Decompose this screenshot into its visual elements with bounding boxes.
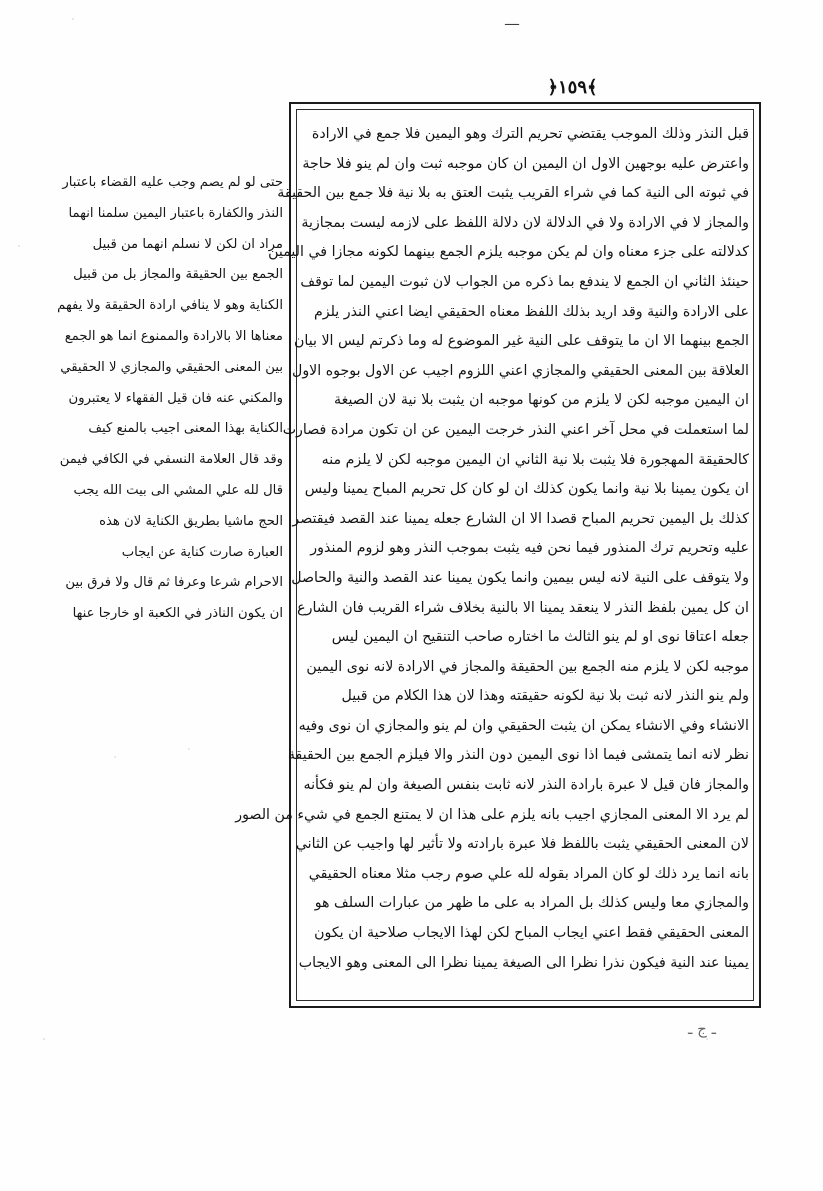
main-text-line: يمينا عند النية فيكون نذرا نظرا الى الصيغة يمينا نظرا الى المعنى وهو الايجاب xyxy=(298,954,749,971)
margin-text-line: والمكني عنه فان قيل الفقهاء لا يعتبرون xyxy=(68,390,283,406)
main-text-line: كذلك بل اليمين تحريم المباح قصدا الا ان الشارع جعله يمينا عند القصد فيقتصر xyxy=(292,510,749,527)
main-text-line: عليه وتحريم ترك المنذور فيما نحن فيه يثبت بموجب النذر وهو لزوم المنذور xyxy=(310,540,749,557)
margin-text-line: النذر والكفارة باعتبار اليمين سلمنا انهما xyxy=(68,205,283,221)
paper-speckle xyxy=(18,245,20,247)
main-text-line: لم يرد الا المعنى المجازي اجيب بانه يلزم على هذا ان لا يمتنع الجمع في شيء من الصور xyxy=(235,806,749,823)
margin-commentary xyxy=(7,168,283,648)
main-text-line: موجبه لكن لا يلزم منه الجمع بين الحقيقة والمجاز في الارادة لانه نوى اليمين xyxy=(306,658,749,675)
margin-text-line: قال لله علي المشي الى بيت الله يجب xyxy=(73,482,283,498)
main-text-line: العلاقة بين المعنى الحقيقي والمجازي اعني اللزوم اجيب عن الاول بوجوه الاول xyxy=(292,362,749,379)
margin-text-line: وقد قال العلامة النسفي في الكافي فيمن xyxy=(59,452,283,468)
main-text-block xyxy=(235,120,749,1000)
paper-speckle xyxy=(72,18,74,20)
main-text-line: ان اليمين موجبه لكن لا يلزم من كونها موجبه ان يثبت بلا نية لان الصيغة xyxy=(334,392,749,409)
paper-speckle xyxy=(188,748,190,750)
top-stamp-mark: ــــ xyxy=(505,14,520,28)
main-text-line: نظر لانه انما يتمشى فيما اذا نوى اليمين دون النذر والا فيلزم الجمع بين الحقيقة xyxy=(287,747,749,764)
margin-text-line: الكناية وهو لا ينافي ارادة الحقيقة ولا يفهم xyxy=(57,298,283,314)
main-text-line: ان يكون يمينا بلا نية وانما يكون كذلك ان لو كان كل تحريم المباح يمينا وليس xyxy=(304,481,749,498)
main-text-line: ان كل يمين بلفظ النذر لا ينعقد يمينا الا بالنية بخلاف شراء القريب فان الشارع xyxy=(297,599,749,616)
main-text-line: الانشاء وفي الانشاء يمكن ان يثبت الحقيقي وان لم ينو والمجازي ان نوى وفيه xyxy=(298,717,749,734)
margin-text-line: العبارة صارت كناية عن ايجاب xyxy=(121,544,283,560)
main-text-line: كدلالته على جزء معناه وان لم يكن موجبه يلزم الجمع بينهما لكونه مجازا في اليمين xyxy=(268,244,749,261)
main-text-line: ولا يتوقف على النية لانه ليس بيمين وانما يكون يمينا عند القصد والنية والحاصل xyxy=(291,569,749,586)
paper-speckle xyxy=(114,756,116,758)
page-number-wrap xyxy=(525,72,620,102)
main-text-line: على الارادة والنية وقد اريد بذلك اللفظ معناه الحقيقي ايضا اعني النذر يلزم xyxy=(313,303,749,320)
main-text-line: والمجاز فان قيل لا عبرة بارادة النذر لانه ثابت بنفس الصيغة وان لم ينو فكأنه xyxy=(303,777,749,794)
paper-speckle xyxy=(43,1038,45,1040)
main-text-line: جعله اعتاقا نوى او لم ينو الثالث ما اختاره صاحب التنقيح ان اليمين ليس xyxy=(331,629,749,646)
main-text-line: قبل النذر وذلك الموجب يقتضي تحريم الترك وهو اليمين فلا جمع في الارادة xyxy=(311,126,749,142)
margin-text-line: الجمع بين الحقيقة والمجاز بل من قبيل xyxy=(73,267,283,283)
main-text-line: ولم ينو النذر لانه ثبت بلا نية لكونه حقيقته وهذا لان هذا الكلام من قبيل xyxy=(341,688,749,705)
main-text-line: واعترض عليه بوجهين الاول ان اليمين ان كان موجبه ثبت وان لم ينو فلا حاجة xyxy=(302,155,749,172)
margin-text-line: معناها الا بالارادة والممنوع انما هو الجمع xyxy=(64,328,283,344)
margin-text-line: الاحرام شرعا وعرفا ثم قال ولا فرق بين xyxy=(65,575,283,591)
bottom-catchword-mark: ـ ج ـ xyxy=(688,1020,717,1038)
main-text-line: والمجاز لا في الارادة ولا في الدلالة لان دلالة اللفظ على لازمه ليست بمجازية xyxy=(301,214,749,231)
margin-text-line: الكناية بهذا المعنى اجيب بالمنع كيف xyxy=(88,421,283,437)
main-text-line: كالحقيقة المهجورة فلا يثبت بلا نية الثاني ان اليمين موجبه لكن لا يلزم منه xyxy=(321,451,749,468)
main-text-line: لان المعنى الحقيقي يثبت باللفظ فلا عبرة بارادته ولا تأثير لها واجيب عن الثاني xyxy=(295,836,749,853)
main-text-line: لما استعملت في محل آخر اعني النذر خرجت اليمين عن ان تكون مرادة فصارت xyxy=(282,421,749,438)
margin-text-line: الحج ماشيا بطريق الكناية لان هذه xyxy=(99,513,283,529)
main-text-line: المعنى الحقيقي فقط اعني ايجاب المباح لكن لهذا الايجاب صلاحية ان يكون xyxy=(314,925,749,942)
main-text-line: والمجازي معا وليس كذلك بل المراد به على ما ظهر من عبارات السلف هو xyxy=(314,895,749,912)
margin-text-line: حتى لو لم يصم وجب عليه القضاء باعتبار xyxy=(62,175,283,190)
paper-speckle xyxy=(706,1038,708,1040)
main-text-line: بانه انما يرد ذلك لو كان المراد بقوله لله علي صوم رجب مثلا معناه الحقيقي xyxy=(308,865,749,882)
main-text-line: الجمع بينهما الا ان ما يتوقف على النية غير الموضوع له وما ذكرتم ليس الا بيان xyxy=(293,333,749,350)
main-text-line: في ثبوته الى النية كما في شراء القريب يثبت العتق به بلا نية فلا جمع بين الحقيقة xyxy=(277,185,749,202)
margin-text-line: ان يكون الناذر في الكعبة او خارجا عنها xyxy=(72,606,283,622)
main-text-line: حينئذ الثاني ان الجمع لا يندفع بما ذكره من الجواب لان ثبوت اليمين لما توقف xyxy=(300,273,749,290)
margin-text-line: مراد ان لكن لا نسلم انهما من قبيل xyxy=(92,236,283,252)
margin-text-line: بين المعنى الحقيقي والمجازي لا الحقيقي xyxy=(60,359,283,375)
page-number: ﴿١٥٩﴾ xyxy=(547,76,598,98)
